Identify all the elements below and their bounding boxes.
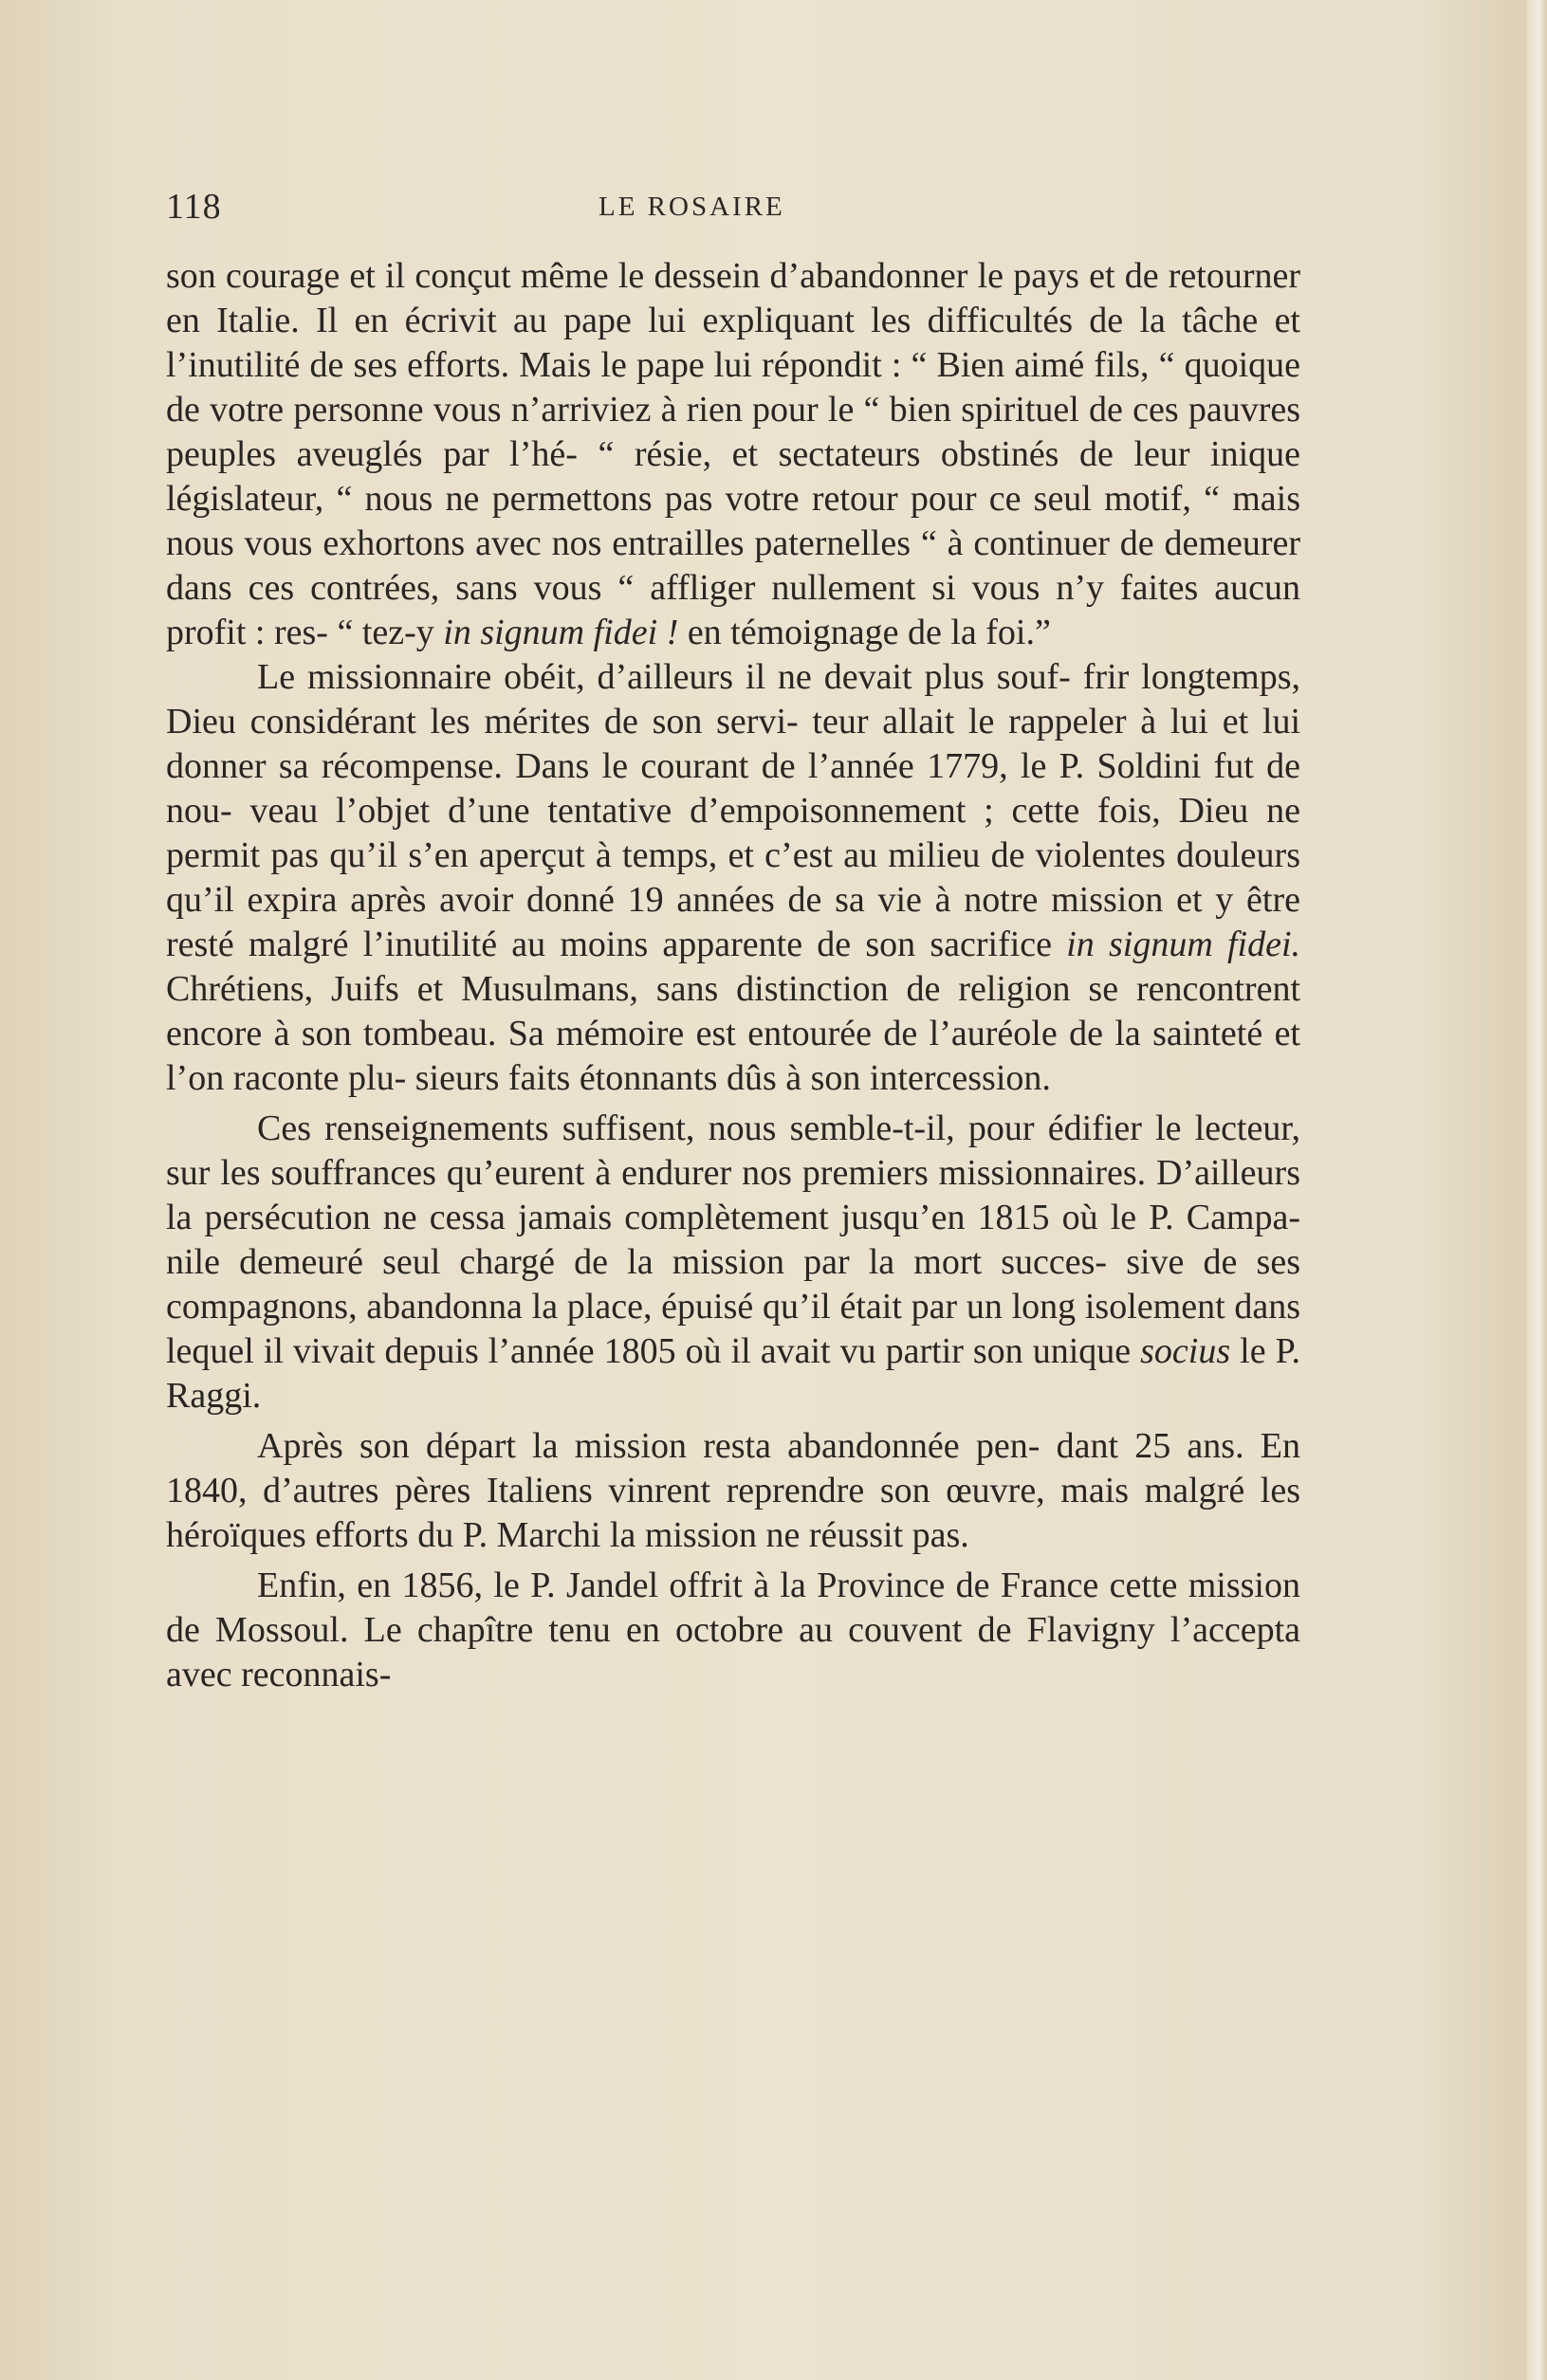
text-line: sive de ses compagnons, abandonna la place, épuisé qu’il: [166, 1242, 1300, 1327]
italic-phrase: fidei.: [1226, 925, 1301, 964]
text-line: P. Marchi la mission ne réussit pas.: [462, 1515, 969, 1555]
paragraph-4: [166, 1424, 1300, 1558]
paragraph-2: [166, 655, 1300, 1101]
text-line: sieurs faits étonnants dûs à son intercession.: [414, 1058, 1051, 1098]
text-line: édifier le lecteur, sur les souffrances qu’eurent à endurer: [166, 1108, 1300, 1193]
text-line: Chrétiens, Juifs et Musulmans, sans distinction de: [166, 969, 941, 1009]
text-line: Après son départ la mission resta abandonnée pen-: [257, 1426, 1041, 1466]
italic-phrase: socius: [1140, 1331, 1231, 1371]
text-line: expliquant les difficultés de la tâche et l’inutilité de ses: [166, 301, 1300, 385]
text-line: octobre au couvent de Flavigny l’accepta avec reconnais-: [166, 1610, 1301, 1694]
text-line: “ à continuer de demeurer dans ces contrées, sans vous: [166, 523, 1300, 608]
text-line: P. Raggi.: [166, 1331, 1301, 1416]
text-line: 19 années de sa vie à notre mission et y être resté malgré: [166, 880, 1300, 964]
paragraph-3: [166, 1107, 1300, 1419]
text-line: religion se rencontrent encore à son tombeau. Sa mémoire: [166, 969, 1301, 1053]
text-line: France cette mission de Mossoul. Le chapître tenu en: [166, 1565, 1300, 1650]
text-line: était par un long isolement dans lequel il vivait depuis: [166, 1287, 1301, 1371]
text-line: “ bien spirituel de ces pauvres peuples aveuglés par l’hé-: [166, 390, 1301, 474]
text-line: “ tez-y: [337, 613, 444, 652]
text-line: Ces renseignements suffisent, nous semble-t-il, pour: [257, 1108, 1035, 1148]
text-line: reprendre son œuvre, mais malgré les héroïques efforts du: [166, 1471, 1301, 1555]
page-header: [166, 186, 1300, 243]
text-line: nos premiers missionnaires. D’ailleurs la persécution ne: [166, 1153, 1300, 1237]
text-line: dant 25 ans. En 1840, d’autres pères Italiens vinrent: [166, 1426, 1301, 1510]
text-line: teur allait le rappeler à lui et lui donner sa récompense.: [166, 702, 1300, 786]
paragraph-5: [166, 1564, 1300, 1697]
italic-phrase: in signum: [1066, 925, 1213, 964]
text-line: veau l’objet d’une tentative d’empoisonnement ; cette fois,: [249, 791, 1161, 831]
text-line: Dans le courant de l’année 1779, le P. Soldini fut de nou-: [166, 746, 1301, 831]
text-line: “ résie, et sectateurs obstinés de leur inique législateur,: [166, 434, 1301, 519]
text-line: pays et de retourner en Italie. Il en écrivit au pape lui: [166, 256, 1301, 340]
text-line: milieu de violentes douleurs qu’il expira après avoir donné: [166, 835, 1300, 920]
text-line: son courage et il conçut même le dessein d’abandonner le: [166, 256, 1004, 296]
text-line: “ affliger nullement si vous n’y faites aucun profit : res-: [166, 568, 1301, 652]
text-line: Enfin, en 1856, le P. Jandel offrit à la Province de: [257, 1565, 990, 1605]
text-line: l’année 1805 où il avait vu partir son unique: [488, 1331, 1141, 1371]
text-line: “ mais nous vous exhortons avec nos entrailles paternelles: [166, 479, 1300, 563]
text-line: en témoignage de la foi.”: [678, 613, 1051, 652]
body-text: [166, 254, 1300, 1697]
page-edge: [1526, 0, 1547, 2380]
text-line: l’inutilité au moins apparente de son sacrifice: [362, 925, 1067, 964]
italic-phrase: in signum fidei !: [443, 613, 679, 652]
text-line: “ nous ne permettons pas votre retour pour ce seul motif,: [336, 479, 1191, 519]
running-title: LE ROSAIRE: [599, 192, 785, 222]
text-line: Le missionnaire obéit, d’ailleurs il ne devait plus souf-: [257, 657, 1071, 697]
text-line: le: [1230, 1331, 1266, 1371]
paragraph-1: [166, 254, 1300, 655]
text-line: Dieu ne permit pas qu’il s’en aperçut à temps, et c’est au: [166, 791, 1300, 875]
text-line: nile demeuré seul chargé de la mission par la mort succes-: [166, 1242, 1108, 1282]
text-line: efforts. Mais le pape lui répondit : “ Bien aimé fils,: [407, 345, 1150, 385]
page-number: 118: [166, 187, 222, 227]
text-line: est entourée de l’auréole de la sainteté et l’on raconte plu-: [166, 1014, 1300, 1098]
text-line: cessa jamais complètement jusqu’en 1815 où le P. Campa-: [429, 1198, 1301, 1237]
text-line: frir longtemps, Dieu considérant les mérites de son servi-: [166, 657, 1301, 741]
text-line: “ quoique de votre personne vous n’arriviez à rien pour le: [166, 345, 1301, 430]
